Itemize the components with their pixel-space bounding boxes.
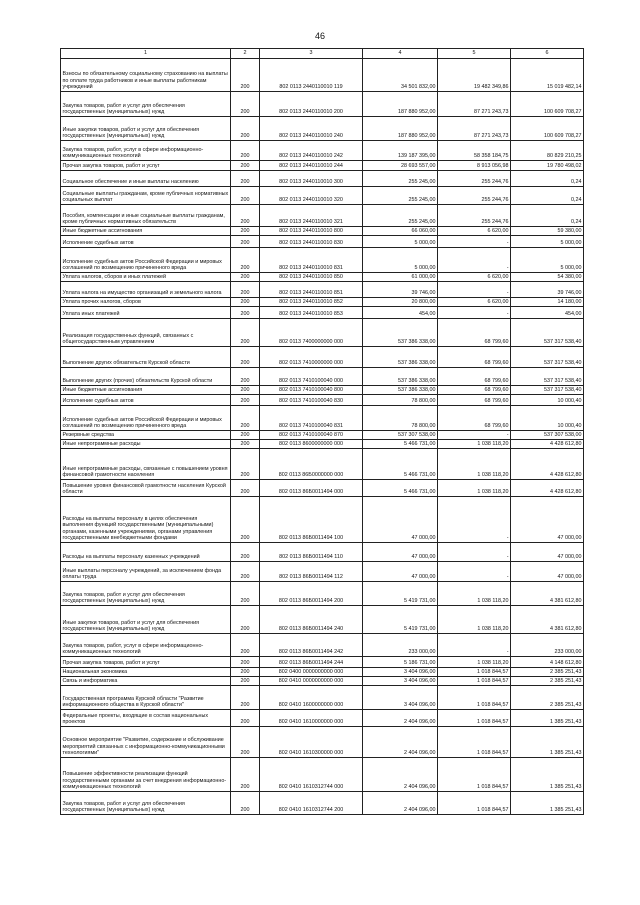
row-classification-code-cell: 802 0113 2440110010 852	[260, 298, 363, 307]
table-row	[61, 668, 584, 677]
row-approved-amount-cell: 61 000,00	[363, 273, 438, 282]
row-approved-amount-cell: 5 466 731,00	[363, 480, 438, 497]
row-approved-amount-cell: 233 000,00	[363, 634, 438, 657]
row-approved-amount-cell: 5 000,00	[363, 248, 438, 273]
row-executed-amount-cell: 1 038 118,20	[438, 606, 511, 634]
row-approved-amount-cell: 537 386 338,00	[363, 319, 438, 347]
row-classification-code-cell: 802 0113 7400000000 000	[260, 319, 363, 347]
row-remaining-amount-cell: 47 000,00	[511, 543, 584, 562]
table-row	[61, 386, 584, 395]
row-executed-amount-cell: 1 018 844,57	[438, 758, 511, 792]
row-name-cell: Прочая закупка товаров, работ и услуг	[61, 161, 231, 171]
row-remaining-amount-cell: 1 385 251,43	[511, 727, 584, 758]
table-row	[61, 347, 584, 368]
row-name-cell: Выполнение других обязательств Курской области	[61, 347, 231, 368]
table-row	[61, 543, 584, 562]
row-executed-amount-cell: -	[438, 497, 511, 543]
row-executed-amount-cell: -	[438, 634, 511, 657]
table-row	[61, 171, 584, 187]
row-remaining-amount-cell: 54 380,00	[511, 273, 584, 282]
row-admin-code-cell: 200	[231, 497, 260, 543]
row-classification-code-cell: 802 0113 86Б0011494 244	[260, 657, 363, 668]
row-admin-code-cell: 200	[231, 273, 260, 282]
row-name-cell: Повышение уровня финансовой грамотности населения Курской области	[61, 480, 231, 497]
table-row	[61, 686, 584, 710]
row-classification-code-cell: 802 0113 2440110010 242	[260, 141, 363, 161]
row-approved-amount-cell: 139 187 395,00	[363, 141, 438, 161]
row-executed-amount-cell: 68 799,60	[438, 395, 511, 406]
row-classification-code-cell: 802 0113 7410100040 800	[260, 386, 363, 395]
row-remaining-amount-cell: 4 148 612,80	[511, 657, 584, 668]
row-admin-code-cell: 200	[231, 347, 260, 368]
row-name-cell: Иные бюджетные ассигнования	[61, 227, 231, 236]
column-number-row	[61, 49, 584, 59]
row-remaining-amount-cell: 100 609 708,27	[511, 117, 584, 141]
row-classification-code-cell: 802 0113 86Б0011494 242	[260, 634, 363, 657]
row-remaining-amount-cell: 537 317 538,40	[511, 319, 584, 347]
row-classification-code-cell: 802 0113 2440110010 200	[260, 92, 363, 117]
table-row	[61, 282, 584, 298]
column-number-5: 5	[438, 49, 511, 59]
table-row	[61, 758, 584, 792]
row-classification-code-cell: 802 0113 7410000000 000	[260, 347, 363, 368]
row-approved-amount-cell: 5 000,00	[363, 236, 438, 248]
row-name-cell: Иные непрограммные расходы	[61, 440, 231, 449]
row-name-cell: Уплата налога на имущество организаций и земельного налога	[61, 282, 231, 298]
column-number-1: 1	[61, 49, 231, 59]
row-admin-code-cell: 200	[231, 582, 260, 606]
row-approved-amount-cell: 5 466 731,00	[363, 440, 438, 449]
table-row	[61, 298, 584, 307]
row-admin-code-cell: 200	[231, 480, 260, 497]
row-executed-amount-cell: 1 038 118,20	[438, 449, 511, 480]
row-classification-code-cell: 802 0113 7410100040 831	[260, 406, 363, 431]
column-number-3: 3	[260, 49, 363, 59]
table-row	[61, 319, 584, 347]
row-approved-amount-cell: 2 404 096,00	[363, 727, 438, 758]
row-remaining-amount-cell: 537 317 538,40	[511, 368, 584, 386]
row-classification-code-cell: 802 0400 0000000000 000	[260, 668, 363, 677]
row-name-cell: Социальное обеспечение и иные выплаты населению	[61, 171, 231, 187]
table-row	[61, 480, 584, 497]
row-approved-amount-cell: 78 800,00	[363, 395, 438, 406]
row-classification-code-cell: 802 0410 1610300000 000	[260, 727, 363, 758]
row-executed-amount-cell: 255 244,76	[438, 205, 511, 227]
row-approved-amount-cell: 255 245,00	[363, 205, 438, 227]
table-row	[61, 792, 584, 815]
row-remaining-amount-cell: 19 780 498,02	[511, 161, 584, 171]
table-row	[61, 582, 584, 606]
row-approved-amount-cell: 537 386 338,00	[363, 368, 438, 386]
row-remaining-amount-cell: 59 380,00	[511, 227, 584, 236]
row-name-cell: Связь и информатика	[61, 677, 231, 686]
table-row	[61, 117, 584, 141]
row-classification-code-cell: 802 0113 86Б0011494 000	[260, 480, 363, 497]
row-name-cell: Иные закупки товаров, работ и услуг для обеспечения государственных (муниципальных) нужд	[61, 606, 231, 634]
row-name-cell: Социальные выплаты гражданам, кроме публичных нормативных социальных выплат	[61, 187, 231, 205]
row-name-cell: Уплата иных платежей	[61, 307, 231, 319]
table-row	[61, 307, 584, 319]
row-remaining-amount-cell: 5 000,00	[511, 236, 584, 248]
row-classification-code-cell: 802 0113 86Б0011494 112	[260, 562, 363, 582]
row-admin-code-cell: 200	[231, 606, 260, 634]
row-remaining-amount-cell: 0,24	[511, 187, 584, 205]
row-executed-amount-cell: 1 038 118,20	[438, 440, 511, 449]
row-classification-code-cell: 802 0113 2440110010 830	[260, 236, 363, 248]
row-admin-code-cell: 200	[231, 117, 260, 141]
table-row	[61, 634, 584, 657]
row-remaining-amount-cell: 100 609 708,27	[511, 92, 584, 117]
row-classification-code-cell: 802 0113 2440110010 244	[260, 161, 363, 171]
row-approved-amount-cell: 5 419 731,00	[363, 606, 438, 634]
row-admin-code-cell: 200	[231, 386, 260, 395]
row-approved-amount-cell: 255 245,00	[363, 187, 438, 205]
row-admin-code-cell: 200	[231, 440, 260, 449]
row-executed-amount-cell: 1 038 118,20	[438, 480, 511, 497]
row-executed-amount-cell: -	[438, 543, 511, 562]
row-classification-code-cell: 802 0113 2440110010 853	[260, 307, 363, 319]
row-remaining-amount-cell: 4 428 612,80	[511, 440, 584, 449]
table-row	[61, 161, 584, 171]
row-approved-amount-cell: 47 000,00	[363, 543, 438, 562]
row-classification-code-cell: 802 0113 2440110010 119	[260, 59, 363, 92]
row-approved-amount-cell: 537 386 338,00	[363, 347, 438, 368]
column-number-4: 4	[363, 49, 438, 59]
row-admin-code-cell: 200	[231, 171, 260, 187]
row-classification-code-cell: 802 0113 2440110010 851	[260, 282, 363, 298]
row-name-cell: Закупка товаров, работ и услуг для обеспечения государственных (муниципальных) нужд	[61, 92, 231, 117]
row-admin-code-cell: 200	[231, 543, 260, 562]
row-name-cell: Федеральные проекты, входящие в состав национальных проектов	[61, 710, 231, 727]
row-executed-amount-cell: 1 018 844,57	[438, 727, 511, 758]
row-executed-amount-cell: 6 620,00	[438, 298, 511, 307]
column-number-6: 6	[511, 49, 584, 59]
row-name-cell: Уплата налогов, сборов и иных платежей	[61, 273, 231, 282]
row-admin-code-cell: 200	[231, 282, 260, 298]
row-remaining-amount-cell: 1 385 251,43	[511, 792, 584, 815]
row-name-cell: Национальная экономика	[61, 668, 231, 677]
row-remaining-amount-cell: 47 000,00	[511, 562, 584, 582]
row-admin-code-cell: 200	[231, 657, 260, 668]
row-approved-amount-cell: 34 501 832,00	[363, 59, 438, 92]
row-admin-code-cell: 200	[231, 187, 260, 205]
row-remaining-amount-cell: 537 307 538,00	[511, 431, 584, 440]
row-remaining-amount-cell: 537 317 538,40	[511, 386, 584, 395]
row-remaining-amount-cell: 14 180,00	[511, 298, 584, 307]
table-row	[61, 368, 584, 386]
row-approved-amount-cell: 454,00	[363, 307, 438, 319]
table-body	[61, 49, 584, 815]
row-executed-amount-cell: 1 018 844,57	[438, 668, 511, 677]
row-admin-code-cell: 200	[231, 431, 260, 440]
row-executed-amount-cell: -	[438, 562, 511, 582]
row-admin-code-cell: 200	[231, 92, 260, 117]
row-executed-amount-cell: 1 038 118,20	[438, 582, 511, 606]
row-admin-code-cell: 200	[231, 307, 260, 319]
row-approved-amount-cell: 187 880 952,00	[363, 92, 438, 117]
row-classification-code-cell: 802 0113 2440110010 321	[260, 205, 363, 227]
row-name-cell: Государственная программа Курской области "Развитие информационного общества в Курской области"	[61, 686, 231, 710]
table-row	[61, 205, 584, 227]
row-approved-amount-cell: 255 245,00	[363, 171, 438, 187]
row-remaining-amount-cell: 80 829 210,25	[511, 141, 584, 161]
row-executed-amount-cell: 68 799,60	[438, 386, 511, 395]
table-row	[61, 92, 584, 117]
row-approved-amount-cell: 66 060,00	[363, 227, 438, 236]
row-remaining-amount-cell: 0,24	[511, 205, 584, 227]
table-row	[61, 431, 584, 440]
row-executed-amount-cell: 19 482 349,86	[438, 59, 511, 92]
row-classification-code-cell: 802 0113 2440110010 850	[260, 273, 363, 282]
row-classification-code-cell: 802 0113 8600000000 000	[260, 440, 363, 449]
row-remaining-amount-cell: 4 428 612,80	[511, 449, 584, 480]
row-name-cell: Резервные средства	[61, 431, 231, 440]
table-row	[61, 657, 584, 668]
row-name-cell: Закупка товаров, работ, услуг в сфере информационно-коммуникационных технологий	[61, 141, 231, 161]
row-name-cell: Взносы по обязательному социальному страхованию на выплаты по оплате труда работников и иные выплаты работникам учреждений	[61, 59, 231, 92]
row-name-cell: Расходы на выплаты персоналу казенных учреждений	[61, 543, 231, 562]
row-classification-code-cell: 802 0410 1610000000 000	[260, 710, 363, 727]
row-remaining-amount-cell: 39 746,00	[511, 282, 584, 298]
row-name-cell: Основное мероприятие "Развитие, содержание и обслуживание мероприятий связанных с информационно-коммуникационными технологиями"	[61, 727, 231, 758]
row-classification-code-cell: 802 0113 2440110010 300	[260, 171, 363, 187]
row-approved-amount-cell: 3 404 096,00	[363, 686, 438, 710]
row-executed-amount-cell: 1 018 844,57	[438, 792, 511, 815]
table-row	[61, 248, 584, 273]
row-classification-code-cell: 802 0410 1610312744 000	[260, 758, 363, 792]
row-remaining-amount-cell: 233 000,00	[511, 634, 584, 657]
row-name-cell: Исполнение судебных актов	[61, 236, 231, 248]
row-classification-code-cell: 802 0410 1610312744 200	[260, 792, 363, 815]
row-remaining-amount-cell: 15 019 482,14	[511, 59, 584, 92]
row-remaining-amount-cell: 2 385 251,43	[511, 677, 584, 686]
row-name-cell: Иные закупки товаров, работ и услуг для обеспечения государственных (муниципальных) нужд	[61, 117, 231, 141]
row-executed-amount-cell: 6 620,00	[438, 227, 511, 236]
row-admin-code-cell: 200	[231, 59, 260, 92]
row-approved-amount-cell: 78 800,00	[363, 406, 438, 431]
row-remaining-amount-cell: 2 385 251,43	[511, 668, 584, 677]
row-admin-code-cell: 200	[231, 368, 260, 386]
row-remaining-amount-cell: 4 381 612,80	[511, 582, 584, 606]
row-executed-amount-cell: 1 018 844,57	[438, 710, 511, 727]
row-approved-amount-cell: 2 404 096,00	[363, 758, 438, 792]
row-classification-code-cell: 802 0113 2440110010 320	[260, 187, 363, 205]
row-name-cell: Иные выплаты персоналу учреждений, за исключением фонда оплаты труда	[61, 562, 231, 582]
row-remaining-amount-cell: 1 385 251,43	[511, 710, 584, 727]
row-name-cell: Иные непрограммные расходы, связанные с повышением уровня финансовой грамотности населения	[61, 449, 231, 480]
row-admin-code-cell: 200	[231, 298, 260, 307]
row-name-cell: Уплата прочих налогов, сборов	[61, 298, 231, 307]
row-executed-amount-cell: -	[438, 307, 511, 319]
column-number-2: 2	[231, 49, 260, 59]
row-name-cell: Выполнение других (прочих) обязательств Курской области	[61, 368, 231, 386]
row-executed-amount-cell: 255 244,76	[438, 187, 511, 205]
page-number: 46	[314, 31, 325, 41]
table-row	[61, 677, 584, 686]
row-executed-amount-cell: 68 799,60	[438, 406, 511, 431]
row-executed-amount-cell: 1 018 844,57	[438, 686, 511, 710]
row-remaining-amount-cell: 1 385 251,43	[511, 758, 584, 792]
row-admin-code-cell: 200	[231, 406, 260, 431]
row-remaining-amount-cell: 454,00	[511, 307, 584, 319]
table-row	[61, 59, 584, 92]
row-executed-amount-cell: 68 799,60	[438, 319, 511, 347]
row-approved-amount-cell: 3 404 096,00	[363, 677, 438, 686]
row-remaining-amount-cell: 537 317 538,40	[511, 347, 584, 368]
row-classification-code-cell: 802 0113 2440110010 240	[260, 117, 363, 141]
row-name-cell: Исполнение судебных актов	[61, 395, 231, 406]
row-name-cell: Исполнение судебных актов Российской Федерации и мировых соглашений по возмещению причиненного вреда	[61, 406, 231, 431]
row-executed-amount-cell: 8 913 056,98	[438, 161, 511, 171]
row-executed-amount-cell: -	[438, 431, 511, 440]
row-approved-amount-cell: 47 000,00	[363, 562, 438, 582]
row-name-cell: Исполнение судебных актов Российской Федерации и мировых соглашений по возмещению причиненного вреда	[61, 248, 231, 273]
row-classification-code-cell: 802 0113 86Б0011494 200	[260, 582, 363, 606]
row-executed-amount-cell: -	[438, 248, 511, 273]
row-approved-amount-cell: 5 186 731,00	[363, 657, 438, 668]
row-classification-code-cell: 802 0410 0000000000 000	[260, 677, 363, 686]
row-admin-code-cell: 200	[231, 236, 260, 248]
row-admin-code-cell: 200	[231, 141, 260, 161]
row-approved-amount-cell: 2 404 096,00	[363, 792, 438, 815]
row-remaining-amount-cell: 10 000,40	[511, 395, 584, 406]
row-approved-amount-cell: 537 386 338,00	[363, 386, 438, 395]
row-remaining-amount-cell: 2 385 251,43	[511, 686, 584, 710]
row-admin-code-cell: 200	[231, 634, 260, 657]
row-executed-amount-cell: -	[438, 236, 511, 248]
row-admin-code-cell: 200	[231, 205, 260, 227]
row-admin-code-cell: 200	[231, 449, 260, 480]
table-row	[61, 710, 584, 727]
row-admin-code-cell: 200	[231, 395, 260, 406]
row-executed-amount-cell: 87 271 243,73	[438, 92, 511, 117]
row-approved-amount-cell: 2 404 096,00	[363, 710, 438, 727]
budget-execution-table	[60, 48, 584, 815]
row-name-cell: Закупка товаров, работ и услуг для обеспечения государственных (муниципальных) нужд	[61, 582, 231, 606]
row-classification-code-cell: 802 0113 2440110010 831	[260, 248, 363, 273]
table-row	[61, 449, 584, 480]
row-admin-code-cell: 200	[231, 248, 260, 273]
row-name-cell: Пособия, компенсации и иные социальные выплаты гражданам, кроме публичных нормативных обязательств	[61, 205, 231, 227]
table-row	[61, 497, 584, 543]
row-admin-code-cell: 200	[231, 161, 260, 171]
row-approved-amount-cell: 3 404 096,00	[363, 668, 438, 677]
row-classification-code-cell: 802 0410 1600000000 000	[260, 686, 363, 710]
row-name-cell: Закупка товаров, работ и услуг для обеспечения государственных (муниципальных) нужд	[61, 792, 231, 815]
row-admin-code-cell: 200	[231, 792, 260, 815]
row-executed-amount-cell: -	[438, 282, 511, 298]
table-row	[61, 727, 584, 758]
row-admin-code-cell: 200	[231, 758, 260, 792]
row-classification-code-cell: 802 0113 86Б0000000 000	[260, 449, 363, 480]
row-classification-code-cell: 802 0113 86Б0011494 100	[260, 497, 363, 543]
table-row	[61, 440, 584, 449]
row-approved-amount-cell: 28 693 557,00	[363, 161, 438, 171]
row-approved-amount-cell: 5 466 731,00	[363, 449, 438, 480]
table-row	[61, 395, 584, 406]
table-row	[61, 562, 584, 582]
table-row	[61, 606, 584, 634]
row-remaining-amount-cell: 4 381 612,80	[511, 606, 584, 634]
row-approved-amount-cell: 187 880 952,00	[363, 117, 438, 141]
row-admin-code-cell: 200	[231, 677, 260, 686]
row-admin-code-cell: 200	[231, 686, 260, 710]
table-row	[61, 227, 584, 236]
row-remaining-amount-cell: 4 428 612,80	[511, 480, 584, 497]
row-remaining-amount-cell: 5 000,00	[511, 248, 584, 273]
row-name-cell: Прочая закупка товаров, работ и услуг	[61, 657, 231, 668]
table-row	[61, 236, 584, 248]
row-executed-amount-cell: 68 799,60	[438, 368, 511, 386]
row-admin-code-cell: 200	[231, 668, 260, 677]
row-executed-amount-cell: 255 244,76	[438, 171, 511, 187]
row-approved-amount-cell: 537 307 538,00	[363, 431, 438, 440]
row-remaining-amount-cell: 47 000,00	[511, 497, 584, 543]
row-executed-amount-cell: 87 271 243,73	[438, 117, 511, 141]
row-executed-amount-cell: 1 018 844,57	[438, 677, 511, 686]
row-classification-code-cell: 802 0113 86Б0011494 240	[260, 606, 363, 634]
row-approved-amount-cell: 20 800,00	[363, 298, 438, 307]
row-approved-amount-cell: 39 746,00	[363, 282, 438, 298]
row-approved-amount-cell: 5 419 731,00	[363, 582, 438, 606]
row-admin-code-cell: 200	[231, 319, 260, 347]
row-classification-code-cell: 802 0113 7410100040 870	[260, 431, 363, 440]
table-row	[61, 187, 584, 205]
row-admin-code-cell: 200	[231, 727, 260, 758]
row-admin-code-cell: 200	[231, 227, 260, 236]
row-classification-code-cell: 802 0113 2440110010 800	[260, 227, 363, 236]
row-executed-amount-cell: 1 038 118,20	[438, 657, 511, 668]
row-name-cell: Иные бюджетные ассигнования	[61, 386, 231, 395]
row-remaining-amount-cell: 0,24	[511, 171, 584, 187]
row-classification-code-cell: 802 0113 7410100040 830	[260, 395, 363, 406]
row-admin-code-cell: 200	[231, 562, 260, 582]
row-approved-amount-cell: 47 000,00	[363, 497, 438, 543]
row-executed-amount-cell: 6 620,00	[438, 273, 511, 282]
table-row	[61, 141, 584, 161]
table-row	[61, 406, 584, 431]
row-classification-code-cell: 802 0113 7410100040 000	[260, 368, 363, 386]
row-classification-code-cell: 802 0113 86Б0011494 110	[260, 543, 363, 562]
row-name-cell: Повышение эффективности реализации функций государственными органами за счет внедрения информационно-коммуникационных технологий	[61, 758, 231, 792]
row-executed-amount-cell: 58 358 184,75	[438, 141, 511, 161]
row-name-cell: Расходы на выплаты персоналу в целях обеспечения выполнения функций государственными (муниципальными) органами, казенными учреждениями, органами управления государственными внебюджетными фондами	[61, 497, 231, 543]
row-name-cell: Реализация государственных функций, связанных с общегосударственным управлением	[61, 319, 231, 347]
row-name-cell: Закупка товаров, работ, услуг в сфере информационно-коммуникационных технологий	[61, 634, 231, 657]
table-row	[61, 273, 584, 282]
row-remaining-amount-cell: 10 000,40	[511, 406, 584, 431]
row-executed-amount-cell: 68 799,60	[438, 347, 511, 368]
row-admin-code-cell: 200	[231, 710, 260, 727]
